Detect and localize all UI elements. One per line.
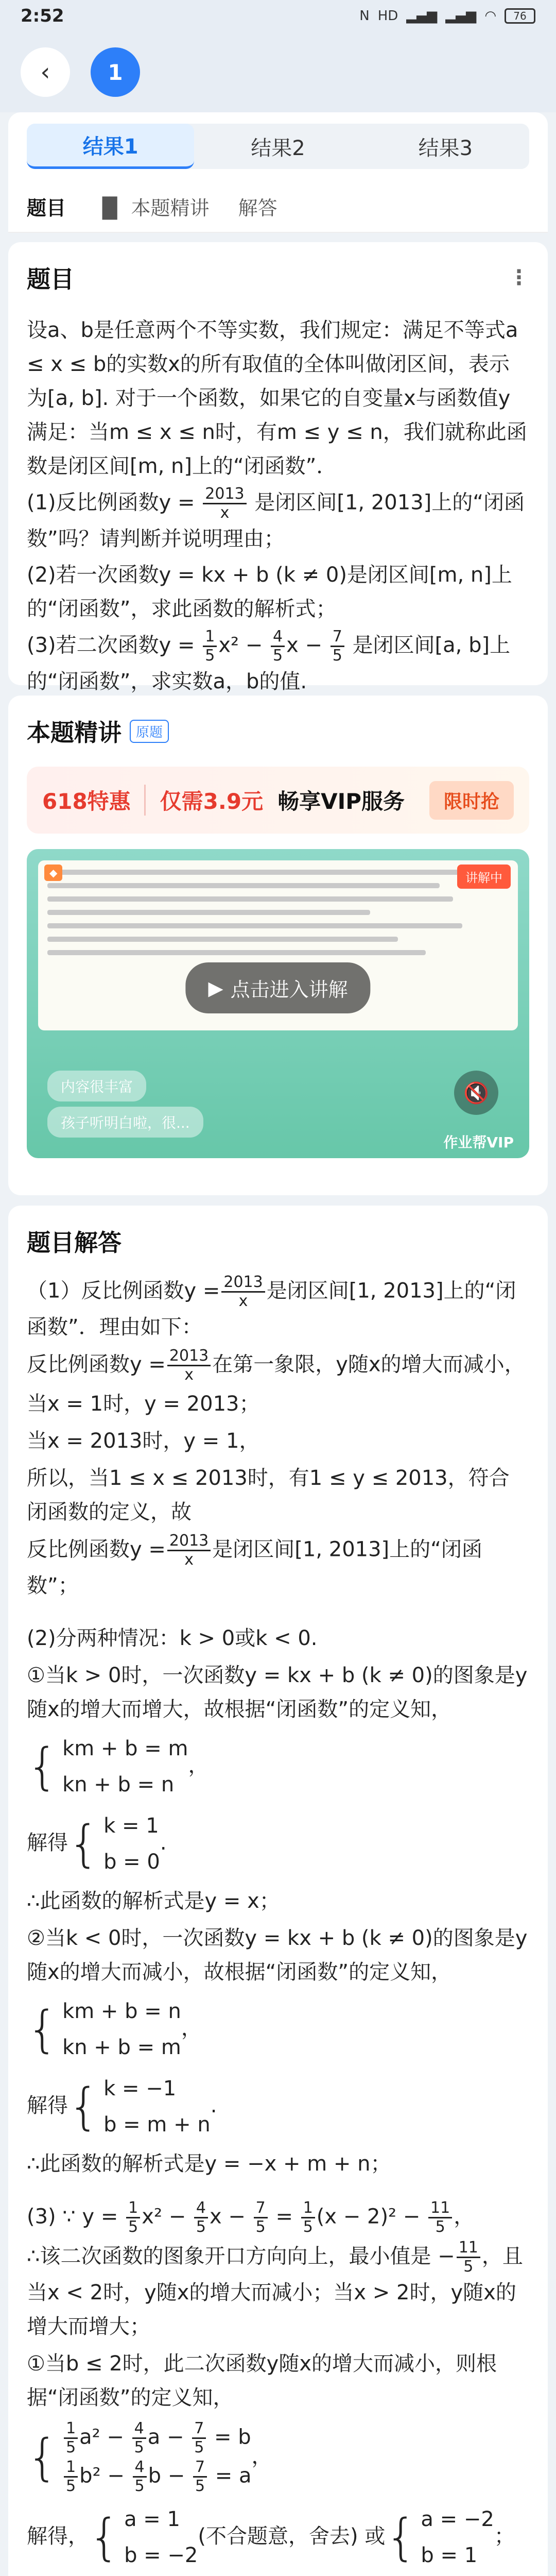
- question-part-2: (2)若一次函数y = kx + b (k ≠ 0)是闭区间[m, n]上的“闭函数”，求此函数的解析式；: [27, 563, 512, 621]
- sol-line: (2)分两种情况：k > 0或k < 0.: [27, 1626, 318, 1650]
- equation-rows: [62, 2420, 251, 2495]
- sol-line: (3) ∵ y = $\frac{1}{5}$ x² − $\frac{4}{5}$ x − $\frac{7}{5}$ = $\frac{1}{5}$ (x − 2)² − $\frac{11}{5}$ ，: [27, 2199, 475, 2236]
- equation: b = 1: [421, 2544, 478, 2567]
- equation-system: [68, 2072, 211, 2142]
- sol-line: [27, 2070, 529, 2144]
- sol-line: ②当k < 0时，一次函数y = kx + b (k ≠ 0)的图象是y随x的增大而减小，故根据“闭函数”的定义知，: [27, 1926, 528, 1984]
- sol-text: （1）反比例函数y =: [27, 1279, 220, 1303]
- page-badge[interactable]: 1: [91, 47, 140, 97]
- q1-text-b: 是闭区间[1, 2013]上的“闭函数”吗？请判断并说明理由；: [27, 490, 525, 551]
- fraction: [271, 628, 285, 665]
- sol-text: .: [160, 1831, 167, 1855]
- frac-den: 5: [134, 2438, 144, 2456]
- chevron-left-icon: ‹: [40, 58, 50, 87]
- video-live-badge: 讲解中: [457, 865, 511, 889]
- equation: a = 1: [124, 2507, 180, 2531]
- frac-den: 5: [196, 2218, 206, 2236]
- sol-line: [27, 1807, 529, 1881]
- frac-num: 4: [194, 2199, 208, 2218]
- frac-den: x: [220, 504, 230, 522]
- tab-question[interactable]: 题目: [27, 196, 66, 219]
- separator: [27, 2184, 529, 2199]
- equation-rows: [124, 2502, 198, 2572]
- sol-text: 是闭区间[1, 2013]上的“闭函数”；: [27, 1537, 482, 1598]
- sol-line: [27, 1992, 529, 2066]
- question-card: [8, 242, 548, 693]
- question-body: [27, 313, 529, 699]
- brace-icon: {: [27, 2429, 59, 2486]
- frac-den: 5: [128, 2218, 138, 2236]
- equation-system: [27, 1732, 188, 1802]
- equation: km + b = n: [62, 1999, 181, 2023]
- fraction: [126, 2199, 140, 2236]
- video-logo-icon: ◆: [44, 865, 62, 881]
- q3-text-a: (3)若二次函数y =: [27, 633, 195, 657]
- equation-rows: [421, 2502, 494, 2572]
- equation: $\frac{1}{5}$ b² − $\frac{4}{5}$ b − $\frac{7}{5}$ = a: [62, 2459, 251, 2495]
- equation: k = −1: [103, 2077, 177, 2100]
- frac-num: 7: [331, 628, 344, 647]
- sol-line: ①当b ≤ 2时，此二次函数y随x的增大而减小，则根据“闭函数”的定义知，: [27, 2352, 497, 2410]
- fraction: [133, 2459, 147, 2495]
- status-icons: [359, 8, 535, 24]
- sol-text: ，且当x < 2时，y随x的增大而减小；当x > 2时，y随x的增大而增大；: [27, 2244, 523, 2338]
- vip-promo-banner[interactable]: [27, 767, 529, 834]
- sol-text: (3) ∵ y =: [27, 2205, 118, 2229]
- promo-limit-button[interactable]: 限时抢: [429, 781, 514, 820]
- equation-rows: [62, 1994, 181, 2064]
- sol-line: [27, 1532, 529, 1603]
- brace-icon: {: [68, 1815, 100, 1873]
- sol-text: 反比例函数y =: [27, 1537, 166, 1562]
- video-play-label: 点击进入讲解: [230, 978, 348, 1001]
- frac-num: 4: [133, 2459, 147, 2478]
- frac-num: 7: [193, 2459, 207, 2478]
- back-button[interactable]: [21, 47, 70, 97]
- comment-bubble: 孩子听明白啦，很...: [47, 1107, 203, 1138]
- sol-text: 在第一象限，y随x的增大而减小，: [212, 1352, 525, 1377]
- frac-num: 7: [192, 2420, 206, 2439]
- paper-line: [47, 910, 370, 915]
- sol-text: ，: [188, 1754, 209, 1777]
- frac-den: 5: [66, 2438, 76, 2456]
- equation: k = 1: [103, 1814, 159, 1838]
- sol-line: [27, 2500, 529, 2574]
- tab-result-1[interactable]: 结果1: [27, 124, 194, 169]
- equation: a = −2: [421, 2507, 494, 2531]
- question-title: [27, 261, 529, 295]
- sol-text: (不合题意，舍去) 或: [198, 2524, 386, 2548]
- frac-num: 11: [428, 2199, 452, 2218]
- equation-system: [385, 2502, 494, 2572]
- equation-rows: [103, 2072, 211, 2142]
- fraction: [64, 2459, 78, 2495]
- question-title-text: 题目: [27, 265, 74, 293]
- frac-num: 4: [132, 2420, 146, 2439]
- sol-line: 当x = 2013时，y = 1，: [27, 1429, 260, 1453]
- sol-line: [27, 2418, 529, 2497]
- question-part-3: (3)若二次函数y = $\frac{1}{5}$ x² − $\frac{4}{5}$ x − $\frac{7}{5}$ 是闭区间[a, b]上的“闭函数”，求实数a，b的值.: [27, 628, 511, 693]
- nav-bar: [0, 32, 556, 112]
- paper-line: [47, 950, 426, 955]
- equation: kn + b = n: [62, 1773, 175, 1797]
- solution-card: [8, 1206, 548, 2576]
- sol-line: ∴此函数的解析式是y = −x + m + n；: [27, 2152, 391, 2176]
- fraction: [301, 2199, 315, 2236]
- fraction: [221, 1274, 265, 1310]
- sol-text: ∴该二次函数的图象开口方向向上，最小值是: [27, 2244, 431, 2268]
- frac-num: 1: [126, 2199, 140, 2218]
- frac-den: 5: [303, 2218, 313, 2236]
- frac-num: 2013: [221, 1274, 265, 1293]
- sol-line: 当x = 1时，y = 2013；: [27, 1392, 260, 1416]
- comment-bubble: 内容很丰富: [47, 1071, 146, 1101]
- status-bar: [0, 0, 556, 32]
- frac-num: 4: [271, 628, 285, 647]
- equation-system: [27, 2420, 252, 2495]
- frac-den: 5: [273, 647, 283, 665]
- q3-text-b: 是闭区间[a, b]上的“闭函数”，求实数a，b的值.: [27, 633, 511, 693]
- sol-text: 解得，: [27, 2524, 89, 2548]
- fraction: [457, 2239, 480, 2276]
- equation-rows: [103, 1809, 160, 1879]
- equation: b = 0: [103, 1850, 160, 1874]
- frac-num: 11: [457, 2239, 480, 2258]
- tab-analysis-label: 本题精讲: [131, 196, 210, 219]
- frac-den: 5: [463, 2258, 474, 2276]
- equation: b = m + n: [103, 2113, 211, 2137]
- promo-618: 618特惠: [42, 785, 146, 816]
- result-tabs: [27, 124, 529, 169]
- brace-icon: {: [27, 2001, 59, 2058]
- q1-text-a: (1)反比例函数y =: [27, 490, 195, 515]
- fraction: [203, 628, 217, 665]
- frac-den: 5: [205, 647, 215, 665]
- sol-text: 是闭区间[1, 2013]上的“闭函数”．理由如下：: [27, 1279, 516, 1339]
- video-play-button[interactable]: [185, 962, 370, 1013]
- sol-line: [27, 1274, 529, 1344]
- hd-icon: HD: [377, 8, 398, 24]
- fraction: [193, 2459, 207, 2495]
- frac-den: x: [184, 1551, 194, 1569]
- analysis-title-text: 本题精讲: [27, 719, 121, 747]
- tab-analysis[interactable]: [95, 192, 210, 221]
- analysis-card: [8, 696, 548, 1195]
- frac-num: 1: [64, 2420, 78, 2439]
- tab-result-3[interactable]: 结果3: [418, 136, 473, 160]
- equation: $\frac{1}{5}$ a² − $\frac{4}{5}$ a − $\frac{7}{5}$ = b: [62, 2420, 251, 2456]
- brace-icon: {: [68, 2078, 100, 2136]
- fraction: [254, 2199, 268, 2236]
- section-tabs: [8, 180, 548, 233]
- battery-icon: 76: [505, 8, 535, 24]
- play-icon: ▶: [208, 976, 223, 999]
- equation: km + b = m: [62, 1737, 188, 1760]
- equation-system: [89, 2502, 198, 2572]
- promo-vip: 畅享VIP服务: [277, 789, 405, 814]
- result-tabs-card: [8, 112, 548, 180]
- brace-icon: {: [385, 2509, 417, 2566]
- fraction: [132, 2420, 146, 2456]
- fraction: [194, 2199, 208, 2236]
- signal-icon: ▂▄▆: [406, 8, 438, 24]
- frac-num: 2013: [167, 1347, 211, 1366]
- frac-den: 5: [255, 2218, 266, 2236]
- analysis-title: [27, 714, 529, 748]
- video-player[interactable]: [27, 849, 529, 1158]
- frac-den: x: [184, 1366, 194, 1384]
- original-tag: 原题: [130, 720, 169, 743]
- nfc-icon: N: [359, 8, 370, 24]
- fraction: [203, 485, 246, 522]
- frac-den: 5: [195, 2477, 205, 2495]
- solution-body: [27, 1274, 529, 2576]
- sol-line: ∴此函数的解析式是y = x；: [27, 1889, 280, 1913]
- frac-den: 5: [332, 647, 342, 665]
- signal2-icon: ▂▄▆: [445, 8, 477, 24]
- paper-line: [47, 937, 398, 942]
- frac-den: 5: [435, 2218, 445, 2236]
- equation: b = −2: [124, 2544, 198, 2567]
- equation-system: [68, 1809, 160, 1879]
- sol-line: [27, 1347, 529, 1384]
- equation-rows: [62, 1732, 188, 1802]
- fraction: [331, 628, 344, 665]
- frac-num: 2013: [203, 485, 246, 504]
- chart-bars-icon: ▐▌: [95, 196, 131, 219]
- question-intro: 设a、b是任意两个不等实数，我们规定：满足不等式a ≤ x ≤ b的实数x的所有取值的全体叫做闭区间，表示为[a, b]. 对于一个函数，如果它的自变量x与函数值y满足：当m ≤ x ≤ n时，有m ≤ y ≤ n，我们就称此函数是闭区间[m, n]上的“闭函数”．: [27, 318, 527, 478]
- sol-text: ，: [454, 2205, 475, 2229]
- tab-result-2[interactable]: 结果2: [251, 136, 305, 160]
- sol-line: ①当k > 0时，一次函数y = kx + b (k ≠ 0)的图象是y随x的增大而增大，故根据“闭函数”的定义知，: [27, 1664, 528, 1721]
- sol-text: 解得: [27, 2094, 68, 2117]
- fraction: [428, 2199, 452, 2236]
- fraction: [167, 1532, 211, 1569]
- solution-title: 题目解答: [27, 1229, 121, 1257]
- sol-text: ，: [181, 2016, 202, 2040]
- frac-den: 5: [194, 2438, 204, 2456]
- equation: kn + b = m: [62, 2036, 181, 2059]
- promo-price: 仅需3.9元: [160, 789, 264, 814]
- frac-den: x: [238, 1292, 248, 1310]
- paper-line: [47, 883, 440, 888]
- frac-num: 7: [254, 2199, 268, 2218]
- sol-line: [27, 1730, 529, 1804]
- question-part-1: [27, 485, 529, 556]
- fraction: [64, 2420, 78, 2456]
- wifi-icon: ◠: [484, 8, 496, 24]
- sol-text: 反比例函数y =: [27, 1352, 166, 1377]
- frac-den: 5: [66, 2477, 76, 2495]
- frac-num: 1: [203, 628, 217, 647]
- paper-line: [47, 923, 462, 928]
- sol-text: ；: [494, 2524, 515, 2548]
- fraction: [192, 2420, 206, 2456]
- frac-num: 1: [64, 2459, 78, 2478]
- paper-line: [47, 896, 453, 902]
- fraction: [167, 1347, 211, 1384]
- mute-icon[interactable]: 🔇: [454, 1071, 498, 1115]
- tab-solution[interactable]: 解答: [238, 196, 277, 219]
- status-time: 2:52: [21, 6, 64, 26]
- video-brand: 作业帮VIP: [443, 1134, 514, 1151]
- equation-system: [27, 1994, 181, 2064]
- sol-line: 所以，当1 ≤ x ≤ 2013时，有1 ≤ y ≤ 2013，符合闭函数的定义，故: [27, 1466, 510, 1524]
- brace-icon: {: [27, 1738, 59, 1795]
- sol-line: ∴该二次函数的图象开口方向向上，最小值是 − $\frac{11}{5}$ ，且当x < 2时，y随x的增大而减小；当x > 2时，y随x的增大而增大；: [27, 2239, 523, 2338]
- brace-icon: {: [89, 2509, 120, 2566]
- frac-num: 2013: [167, 1532, 211, 1551]
- paper-line: [47, 870, 472, 875]
- sol-text: .: [210, 2094, 217, 2117]
- frac-den: 5: [134, 2477, 145, 2495]
- frac-num: 1: [301, 2199, 315, 2218]
- sol-text: ，: [251, 2445, 272, 2468]
- separator: [27, 1606, 529, 1621]
- more-vertical-icon[interactable]: ⋮: [509, 266, 529, 290]
- sol-text: 解得: [27, 1831, 68, 1855]
